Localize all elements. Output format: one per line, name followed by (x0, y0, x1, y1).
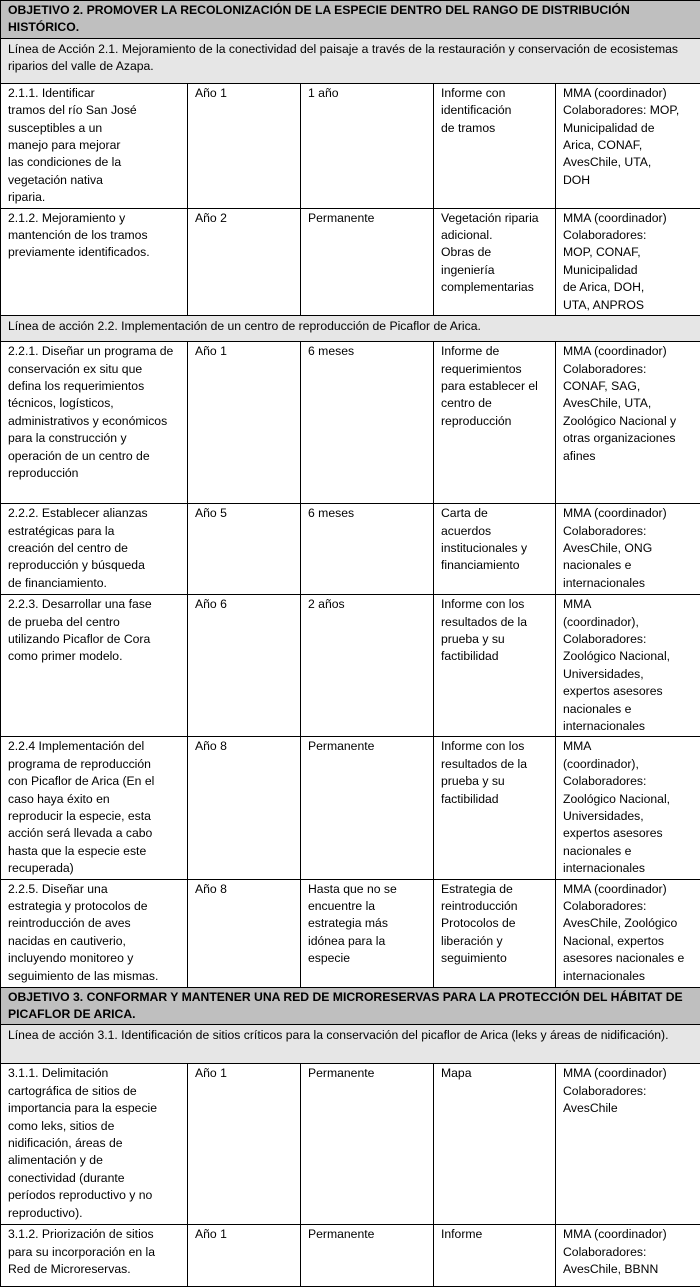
table-row (1, 83, 700, 208)
action-cell: 2.2.4 Implementación del programa de reproducción con Picaflor de Arica (En el caso haya éxito en reproducir la especie, esta acción será llevada a cabo hasta que la especie este recuperada) (1, 737, 188, 879)
responsible-cell: MMA (coordinador) Colaboradores: AvesChile, ONG nacionales e internacionales (556, 504, 700, 595)
output-cell: Mapa (434, 1064, 556, 1225)
responsible-cell: MMA (coordinador) Colaboradores: CONAF, SAG, AvesChile, UTA, Zoológico Nacional y otras organizaciones afines (556, 342, 700, 504)
action-cell: 2.2.1. Diseñar un programa de conservación ex situ que defina los requerimientos técnicos, logísticos, administrativos y económicos para la construcción y operación de un centro de reproducción (1, 342, 188, 504)
action-cell: 3.1.1. Delimitación cartográfica de sitios de importancia para la especie como leks, sitios de nidificación, áreas de alimentación y de conectividad (durante períodos reproductivo y no reproductivo). (1, 1064, 188, 1225)
objective-3-row (1, 987, 700, 1025)
output-cell: Informe con los resultados de la prueba y su factibilidad (434, 595, 556, 737)
responsible-cell: MMA (coordinador), Colaboradores: Zoológico Nacional, Universidades, expertos asesores nacionales e internacionales (556, 595, 700, 737)
start-year-cell: Año 5 (188, 504, 301, 595)
line-3-1-title: Línea de acción 3.1. Identificación de sitios críticos para la conservación del picaflor de Arica (leks y áreas de nidificación). (1, 1025, 700, 1064)
line-2-1-row (1, 38, 700, 83)
objective-2-title: OBJETIVO 2. PROMOVER LA RECOLONIZACIÓN DE LA ESPECIE DENTRO DEL RANGO DE DISTRIBUCIÓN HISTÓRICO. (1, 1, 700, 39)
start-year-cell: Año 6 (188, 595, 301, 737)
start-year-cell: Año 8 (188, 737, 301, 879)
output-cell: Informe (434, 1225, 556, 1287)
line-3-1-row (1, 1025, 700, 1064)
output-cell: Estrategia de reintroducción Protocolos de liberación y seguimiento (434, 879, 556, 987)
start-year-cell: Año 1 (188, 83, 301, 208)
responsible-cell: MMA (coordinador), Colaboradores: Zoológico Nacional, Universidades, expertos asesores nacionales e internacionales (556, 737, 700, 879)
objective-2-row (1, 1, 700, 39)
start-year-cell: Año 1 (188, 342, 301, 504)
duration-cell: 6 meses (301, 504, 434, 595)
line-2-2-row (1, 316, 700, 342)
start-year-cell: Año 1 (188, 1064, 301, 1225)
output-cell: Informe con identificación de tramos (434, 83, 556, 208)
table-row (1, 1225, 700, 1287)
action-cell: 2.2.3. Desarrollar una fase de prueba del centro utilizando Picaflor de Cora como primer modelo. (1, 595, 188, 737)
duration-cell: Permanente (301, 737, 434, 879)
action-cell: 3.1.2. Priorización de sitios para su incorporación en la Red de Microreservas. (1, 1225, 188, 1287)
line-2-2-title: Línea de acción 2.2. Implementación de un centro de reproducción de Picaflor de Arica. (1, 316, 700, 342)
duration-cell: Permanente (301, 1225, 434, 1287)
table-row (1, 737, 700, 879)
table-row (1, 208, 700, 315)
action-cell: 2.2.5. Diseñar una estrategia y protocolos de reintroducción de aves nacidas en cautiverio, incluyendo monitoreo y seguimiento de las mismas. (1, 879, 188, 987)
table-row (1, 1064, 700, 1225)
responsible-cell: MMA (coordinador) Colaboradores: AvesChile (556, 1064, 700, 1225)
action-cell: 2.2.2. Establecer alianzas estratégicas para la creación del centro de reproducción y búsqueda de financiamiento. (1, 504, 188, 595)
table-row (1, 595, 700, 737)
output-cell: Carta de acuerdos institucionales y financiamiento (434, 504, 556, 595)
duration-cell: 2 años (301, 595, 434, 737)
duration-cell: 1 año (301, 83, 434, 208)
line-2-1-title: Línea de Acción 2.1. Mejoramiento de la conectividad del paisaje a través de la restauración y conservación de ecosistemas riparios del valle de Azapa. (1, 38, 700, 83)
table-row (1, 879, 700, 987)
duration-cell: 6 meses (301, 342, 434, 504)
responsible-cell: MMA (coordinador) Colaboradores: MOP, Municipalidad de Arica, CONAF, AvesChile, UTA, DOH (556, 83, 700, 208)
output-cell: Informe con los resultados de la prueba y su factibilidad (434, 737, 556, 879)
responsible-cell: MMA (coordinador) Colaboradores: AvesChile, BBNN (556, 1225, 700, 1287)
start-year-cell: Año 8 (188, 879, 301, 987)
table-row (1, 504, 700, 595)
duration-cell: Permanente (301, 1064, 434, 1225)
output-cell: Vegetación riparia adicional. Obras de ingeniería complementarias (434, 208, 556, 315)
responsible-cell: MMA (coordinador) Colaboradores: AvesChile, Zoológico Nacional, expertos asesores nacionales e internacionales (556, 879, 700, 987)
start-year-cell: Año 1 (188, 1225, 301, 1287)
table-row (1, 342, 700, 504)
duration-cell: Permanente (301, 208, 434, 315)
objective-3-title: OBJETIVO 3. CONFORMAR Y MANTENER UNA RED DE MICRORESERVAS PARA LA PROTECCIÓN DEL HÁBITAT DE PICAFLOR DE ARICA. (1, 987, 700, 1025)
start-year-cell: Año 2 (188, 208, 301, 315)
responsible-cell: MMA (coordinador) Colaboradores: MOP, CONAF, Municipalidad de Arica, DOH, UTA, ANPROS (556, 208, 700, 315)
action-cell: 2.1.2. Mejoramiento y mantención de los tramos previamente identificados. (1, 208, 188, 315)
duration-cell: Hasta que no se encuentre la estrategia más idónea para la especie (301, 879, 434, 987)
action-cell: 2.1.1. Identificar tramos del río San José susceptibles a un manejo para mejorar las condiciones de la vegetación nativa riparia. (1, 83, 188, 208)
output-cell: Informe de requerimientos para establecer el centro de reproducción (434, 342, 556, 504)
